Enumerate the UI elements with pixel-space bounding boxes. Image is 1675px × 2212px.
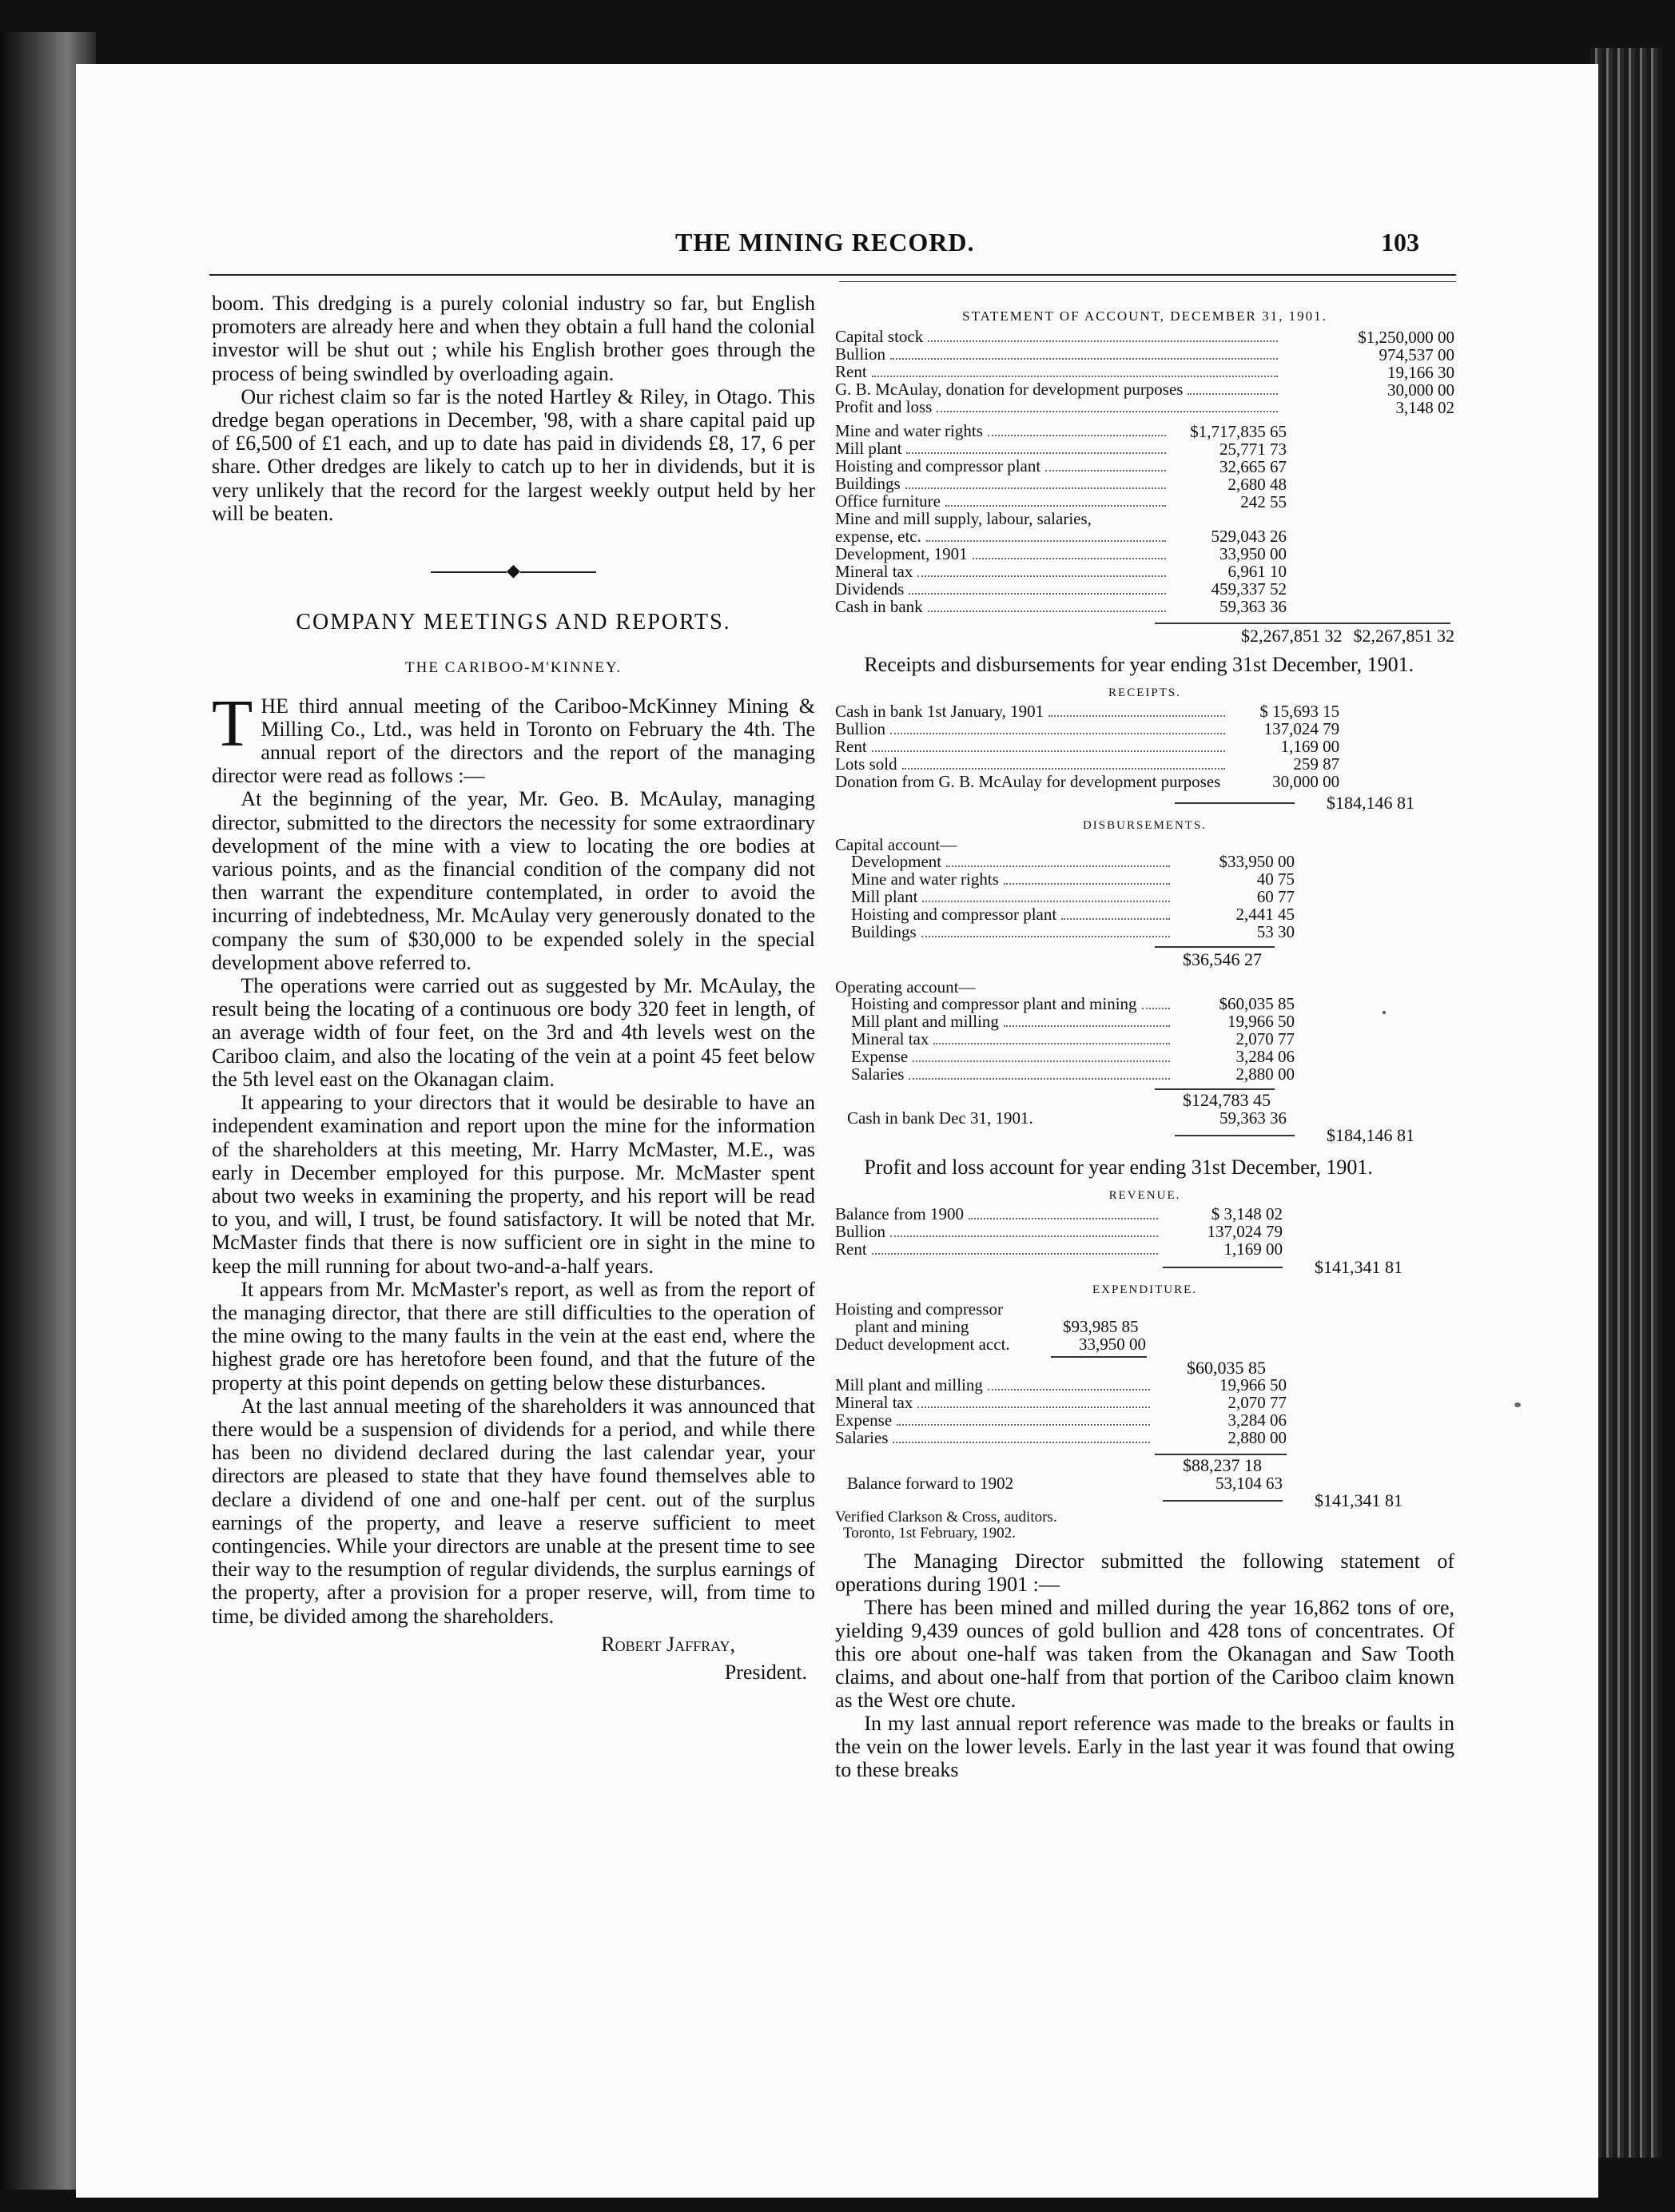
operating-item-row [851, 1066, 1454, 1084]
expenditure-heading: EXPENDITURE. [1092, 1283, 1198, 1296]
operating-item-amount: $60,035 85 [1219, 994, 1295, 1013]
capital-item-row [851, 871, 1454, 889]
capital-item-amount: 2,441 45 [1235, 905, 1295, 924]
receipts-rule [1175, 802, 1295, 812]
capital-item-label: Buildings [851, 923, 917, 941]
expenditure-item-amount: 2,880 00 [1227, 1428, 1287, 1447]
statement-debit-label: Dividends [835, 580, 905, 599]
receipt-label: Cash in bank 1st January, 1901 [835, 702, 1044, 721]
statement-credit-row [835, 364, 1454, 381]
statement-debit-label: Office furniture [835, 493, 941, 511]
capital-account-label: Capital account— [835, 834, 957, 854]
revenue-item-amount: 137,024 79 [1207, 1222, 1283, 1241]
statement-debit-label: Hoisting and compressor plant [835, 458, 1041, 475]
revenue-item-label: Rent [835, 1240, 867, 1259]
statement-debit-row [835, 599, 1454, 616]
revenue-item-amount: $ 3,148 02 [1211, 1204, 1283, 1223]
running-title: THE MINING RECORD. [675, 228, 975, 257]
page-number: 103 [1381, 228, 1419, 257]
paragraph-mined: There has been mined and milled during the year 16,862 tons of ore, yielding 9,439 ounces of gold bullion and 428 tons of concentrates. Of this ore about one-half was taken from the Okanagan and Saw Tooth claims, and about one-half from that portion of the Cariboo claim known as the West ore chute. [835, 1595, 1454, 1712]
statement-debit-amount: 242 55 [1240, 491, 1287, 511]
capital-item-amount: 53 30 [1256, 922, 1295, 941]
statement-credit-row [835, 381, 1454, 399]
operating-item-label: Salaries [851, 1065, 905, 1084]
grand-total: $141,341 81 [1315, 1490, 1402, 1510]
left-column [212, 292, 815, 1684]
receipts-intro [835, 653, 1454, 676]
expenditure-item-row [835, 1377, 1454, 1394]
revenue-item-label: Balance from 1900 [835, 1205, 964, 1223]
statement-debit-label: Cash in bank [835, 598, 923, 616]
page-speck [1514, 1402, 1521, 1407]
statement-debit-amount: 529,043 26 [1211, 527, 1287, 546]
expenditure-item-label: Mill plant and milling [835, 1376, 983, 1394]
auditors-date: Toronto, 1st February, 1902. [843, 1524, 1016, 1542]
revenue-total: $141,341 81 [1315, 1256, 1402, 1277]
statement-debit-amount: 32,665 67 [1219, 456, 1287, 476]
statement-debit-label: Buildings [835, 475, 901, 493]
revenue-table [835, 1206, 1454, 1259]
statement-debit-amount: 33,950 00 [1219, 544, 1287, 563]
hoisting-label-1: Hoisting and compressor [835, 1299, 1003, 1319]
operating-total: $124,783 45 [1183, 1089, 1271, 1110]
paragraph-beginning: At the beginning of the year, Mr. Geo. B. McAulay, managing director, submitted to the directors the necessity for some extraordinary development of the mine with a view to locating the ore bodies at various points, and as the financial condition of the company did not then warrant the expenditure contemplated, in order to avoid the incurring of indebtedness, Mr. McAulay very generously donated to the company the sum of $30,000 to be expended solely in the special development above referred to. [212, 787, 815, 974]
expenditure-total: $88,237 18 [1183, 1454, 1262, 1475]
grand-total-rule [1163, 1500, 1283, 1510]
expenditure-item-row [835, 1394, 1454, 1412]
right-column [835, 308, 1454, 1789]
statement-debit-label: Development, 1901 [835, 545, 968, 563]
expenditure-item-label: Mineral tax [835, 1394, 913, 1412]
statement-credit-amount: $1,250,000 00 [1358, 327, 1454, 347]
statement-credit-label: G. B. McAulay, donation for development purposes [835, 381, 1184, 399]
statement-debit-amount: $1,717,835 65 [1190, 421, 1287, 441]
statement-total-right: $2,267,851 32 [1353, 625, 1454, 646]
statement-debit-amount: 6,961 10 [1227, 562, 1287, 581]
statement-credits-table [835, 328, 1454, 416]
capital-item-row [851, 924, 1454, 941]
statement-credit-label: Capital stock [835, 328, 924, 346]
net-hoisting: $60,035 85 [1187, 1357, 1266, 1378]
cash-dec-label: Cash in bank Dec 31, 1901. [847, 1108, 1033, 1128]
statement-credit-label: Bullion [835, 346, 886, 364]
operating-account-label: Operating account— [835, 977, 976, 997]
statement-debit-row [835, 581, 1454, 599]
operating-item-label: Mineral tax [851, 1030, 929, 1048]
receipt-label: Lots sold [835, 755, 897, 774]
receipts-heading: RECEIPTS. [1108, 686, 1181, 699]
operating-item-row [851, 1048, 1454, 1066]
statement-sum-rule [1155, 623, 1450, 624]
disbursements-total: $184,146 81 [1327, 1124, 1414, 1145]
balance-label: Balance forward to 1902 [847, 1473, 1014, 1493]
revenue-item-label: Bullion [835, 1223, 886, 1241]
receipt-label: Bullion [835, 720, 886, 738]
section-title: COMPANY MEETINGS AND REPORTS. [296, 610, 731, 635]
operating-item-label: Expense [851, 1048, 909, 1066]
statement-debit-amount: 2,680 48 [1227, 474, 1287, 494]
expenditure-item-label: Expense [835, 1411, 893, 1430]
expenditure-item-amount: 2,070 77 [1227, 1393, 1287, 1412]
operating-item-label: Hoisting and compressor plant and mining [851, 995, 1137, 1013]
receipt-label: Rent [835, 738, 867, 756]
statement-debit-label: Mill plant [835, 440, 902, 458]
capital-table [851, 853, 1454, 941]
section-ornament: ◆ [212, 559, 815, 582]
deduct-rule [1051, 1356, 1147, 1358]
signature-name: Robert Jaffray, [601, 1632, 735, 1656]
expenditure-item-label: Salaries [835, 1429, 889, 1447]
page-edges [1590, 48, 1662, 2158]
receipt-amount: $ 15,693 15 [1259, 702, 1340, 721]
drop-cap: T [212, 686, 253, 761]
operating-item-amount: 19,966 50 [1227, 1012, 1295, 1031]
profit-loss-intro: Profit and loss account for year ending 31st December, 1901. [864, 1155, 1373, 1179]
statement-debit-row [835, 458, 1454, 475]
capital-item-row [851, 853, 1454, 871]
auditors-note: Verified Clarkson & Cross, auditors. [835, 1508, 1057, 1526]
disbursements-rule [1175, 1135, 1295, 1144]
statement-debit-label: expense, etc. [835, 527, 921, 546]
operating-item-label: Mill plant and milling [851, 1013, 999, 1031]
statement-debit-amount [1171, 511, 1287, 528]
statement-debit-amount: 459,337 52 [1211, 579, 1287, 599]
statement-credit-label: Profit and loss [835, 399, 933, 416]
statement-credit-amount: 974,537 00 [1379, 344, 1454, 364]
receipt-row [835, 721, 1454, 738]
paragraph-operations: The operations were carried out as suggested by Mr. McAulay, the result being the locating of a continuous ore body 320 feet in length, of an average width of four feet, on the 3rd and 4th levels west on the Cariboo claim, and also the locating of the vein at a point 45 feet below the 5th level east on the Okanagan claim. [212, 974, 815, 1091]
statement-debit-row [835, 440, 1454, 458]
paragraph-dividend: At the last annual meeting of the shareholders it was announced that there would be a suspension of dividends for a period, and while there has been no dividend declared during the last calendar year, your directors are pleased to state that they have found themselves able to declare a dividend of one and one-half per cent. out of the surplus earnings of the property, and leave a reserve sufficient to meet contingencies. While your directors are unable at the present time to see their way to the resumption of regular dividends, the surplus earnings of the property, after a provision for a proper reserve, will, from time to time, be divided among the shareholders. [212, 1394, 815, 1628]
operating-item-row [851, 1031, 1454, 1048]
statement-credit-amount: 3,148 02 [1395, 397, 1454, 417]
receipt-row [835, 774, 1454, 791]
capital-item-label: Mill plant [851, 888, 918, 906]
statement-debit-amount: 25,771 73 [1219, 439, 1287, 459]
statement-credit-row [835, 399, 1454, 416]
receipts-intro-text: Receipts and disbursements for year ending 31st December, 1901. [864, 652, 1414, 676]
page-speck [1383, 1011, 1386, 1014]
receipt-row [835, 703, 1454, 721]
statement-debit-row [835, 475, 1454, 493]
statement-debits-table [835, 423, 1454, 616]
receipts-table [835, 703, 1454, 791]
capital-rule [1155, 946, 1275, 948]
statement-credit-row [835, 328, 1454, 346]
capital-item-label: Development [851, 853, 942, 871]
hoisting-label-2: plant and mining [855, 1316, 969, 1336]
paragraph-hartley: Our richest claim so far is the noted Hartley & Riley, in Otago. This dredge began operations in December, '98, with a share capital paid up of £6,500 of £1 each, and up to date has paid in dividends £8, 17, 6 per share. Other dredges are likely to catch up to her in dividends, but it is very unlikely that the record for the largest weekly output held by her will be beaten. [212, 384, 815, 525]
statement-total-left: $2,267,851 32 [1241, 625, 1343, 646]
expenditure-table [835, 1377, 1454, 1447]
operating-item-row [851, 996, 1454, 1013]
paragraph-md-statement: The Managing Director submitted the following statement of operations during 1901 :— [835, 1549, 1454, 1596]
capital-item-row [851, 889, 1454, 906]
expenditure-item-row [835, 1412, 1454, 1430]
operating-table [851, 996, 1454, 1084]
statement-title: STATEMENT OF ACCOUNT, DECEMBER 31, 1901. [962, 308, 1327, 324]
receipt-amount: 1,169 00 [1280, 737, 1340, 756]
revenue-item-row [835, 1206, 1454, 1223]
revenue-rule [1163, 1267, 1283, 1276]
operating-item-amount: 3,284 06 [1235, 1047, 1295, 1066]
header-rule-thin [839, 281, 1456, 282]
paragraph-examination: It appearing to your directors that it would be desirable to have an independent examination and report upon the mine for the information of the shareholders at this meeting, Mr. Harry McMaster, M.E., was early in December employed for this purpose. Mr. McMaster spent about two weeks in examining the property, and his report will be read to you, and will, I trust, be found satisfactory. It will be noted that Mr. McMaster finds that there is now sufficient ore in sight in the mine to keep the mill running for about two-and-a-half years. [212, 1091, 815, 1278]
statement-debit-row [835, 493, 1454, 511]
subsection-title: THE CARIBOO-M'KINNEY. [405, 659, 622, 677]
paragraph-intro: boom. This dredging is a purely colonial industry so far, but English promoters are already here and when they obtain a full hand the colonial investor will be shut out ; while his English brother goes through the process of being swindled by overloading again. [212, 292, 815, 385]
capital-item-amount: 40 75 [1256, 869, 1295, 889]
paragraph-breaks: In my last annual report reference was made to the breaks or faults in the vein on the lower levels. Early in the last year it was found that owing to these breaks [835, 1711, 1454, 1781]
cash-dec-amount: 59,363 36 [1219, 1108, 1287, 1128]
hoisting-amount: $93,985 85 [1063, 1316, 1139, 1336]
revenue-item-row [835, 1241, 1454, 1259]
statement-debit-row [835, 423, 1454, 440]
receipts-total: $184,146 81 [1327, 792, 1414, 813]
receipt-row [835, 738, 1454, 756]
statement-debit-amount: 59,363 36 [1219, 597, 1287, 616]
deduct-label: Deduct development acct. [835, 1334, 1010, 1354]
statement-credit-amount: 19,166 30 [1387, 362, 1454, 382]
receipt-row [835, 756, 1454, 774]
receipt-amount: 259 87 [1293, 754, 1340, 774]
receipt-amount: 137,024 79 [1263, 719, 1340, 738]
capital-item-amount: 60 77 [1256, 887, 1295, 906]
capital-total: $36,546 27 [1183, 949, 1262, 969]
receipt-label: Donation from G. B. McAulay for development purposes [835, 773, 1221, 791]
header-rule [209, 274, 1456, 276]
statement-debit-row [835, 563, 1454, 581]
capital-item-amount: $33,950 00 [1219, 852, 1295, 871]
receipt-amount: 30,000 00 [1272, 772, 1340, 791]
paragraph-difficulties: It appears from Mr. McMaster's report, as well as from the report of the managing director, that there are still difficulties to the operation of the mine owing to the many faults in the vein at the east end, where the highest grade ore has heretofore been found, and that the future of the property at this point depends on getting below these disturbances. [212, 1277, 815, 1394]
statement-credit-amount: 30,000 00 [1387, 380, 1454, 400]
revenue-item-amount: 1,169 00 [1223, 1239, 1283, 1259]
deduct-amount: 33,950 00 [1079, 1334, 1146, 1354]
statement-debit-label: Mineral tax [835, 563, 913, 581]
statement-debit-label: Mine and water rights [835, 423, 983, 440]
revenue-heading: REVENUE. [1108, 1188, 1181, 1202]
revenue-item-row [835, 1223, 1454, 1241]
disbursements-heading: DISBURSEMENTS. [1082, 818, 1208, 832]
expenditure-item-amount: 19,966 50 [1219, 1375, 1287, 1394]
statement-debit-row [835, 528, 1454, 546]
expenditure-item-amount: 3,284 06 [1227, 1410, 1287, 1430]
statement-debit-label: Mine and mill supply, labour, salaries, [835, 511, 1092, 528]
operating-item-row [851, 1013, 1454, 1031]
operating-item-amount: 2,070 77 [1235, 1029, 1295, 1048]
capital-item-row [851, 906, 1454, 924]
statement-credit-row [835, 346, 1454, 364]
signature-title: President. [724, 1660, 807, 1684]
operating-item-amount: 2,880 00 [1235, 1064, 1295, 1084]
statement-credit-label: Rent [835, 364, 867, 381]
statement-debit-row [835, 511, 1454, 528]
capital-item-label: Hoisting and compressor plant [851, 905, 1057, 924]
statement-debit-row [835, 546, 1454, 563]
capital-item-label: Mine and water rights [851, 870, 999, 889]
balance-amount: 53,104 63 [1215, 1473, 1283, 1493]
paragraph-meeting: HE third annual meeting of the Cariboo-McKinney Mining & Milling Co., Ltd., was held in Toronto on February the 4th. The annual report of the directors and the report of the managing director were read as follows :— [212, 694, 815, 788]
expenditure-item-row [835, 1430, 1454, 1447]
